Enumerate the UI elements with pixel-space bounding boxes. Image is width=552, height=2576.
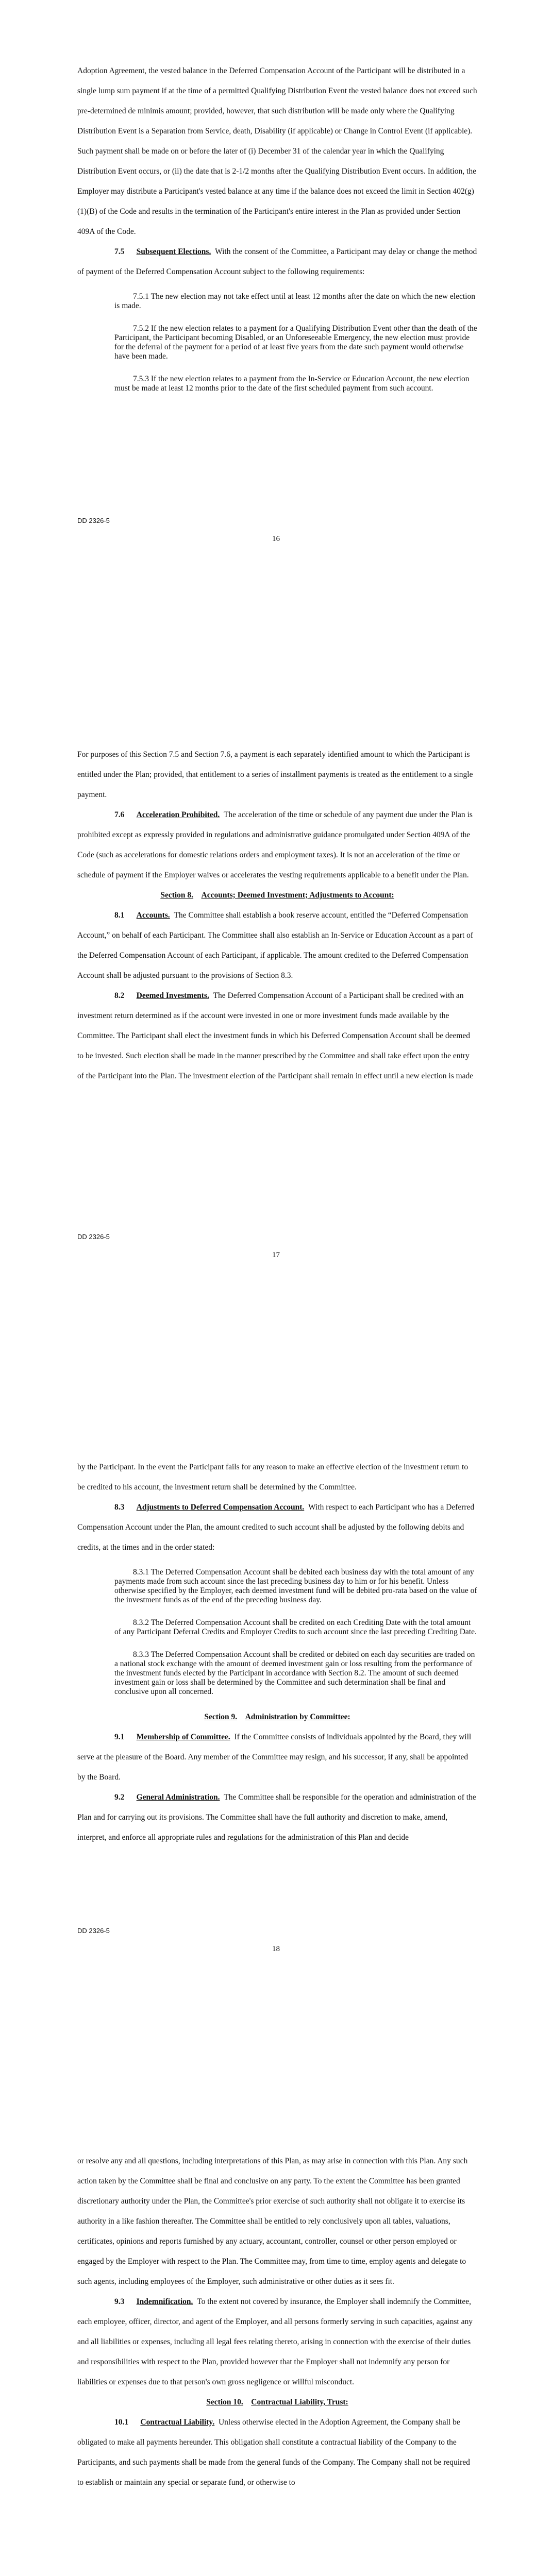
section-number: Section 9. [204,1713,238,1721]
section-number: 7.5 [114,247,125,256]
section-10-heading [77,2392,477,2412]
section-8-1 [77,905,477,986]
paragraph-7-5-continued: For purposes of this Section 7.5 and Section 7.6, a payment is each separately identified amount to which the Participant is entitled under the Plan; provided, that entitlement to a series of installment payments is treated as the entitlement to a single payment. [77,750,473,799]
footer-code: DD 2326-5 [77,1927,110,1935]
section-title: Administration by Committee: [245,1713,350,1721]
section-8-heading [77,885,477,905]
section-title: Acceleration Prohibited. [136,810,220,819]
page-body [77,1457,477,1848]
section-title: Membership of Committee. [136,1733,230,1741]
subsection-7-5-2: 7.5.2 If the new election relates to a payment for a Qualifying Distribution Event other than the death of the Participant, the Participant becoming Disabled, or an Unforeseeable Emergency, the new election must provide for the deferral of the payment for a period of at least five years from the date such payment would otherwise have been made. [114,324,477,361]
section-title: Accounts; Deemed Investment; Adjustments to Account: [201,891,394,900]
section-9-3 [77,2292,477,2392]
page-body [77,744,477,1086]
section-title: Contractual Liability, Trust: [251,2398,348,2406]
section-8-3 [77,1497,477,1557]
page-body [77,61,477,393]
section-title: General Administration. [136,1793,220,1802]
paragraph-7-4-continued: Adoption Agreement, the vested balance in the Deferred Compensation Account of the Participant will be distributed in a single lump sum payment if at the time of a permitted Qualifying Distribution Event the vested balance does not exceed such pre-determined de minimis amount; provided, however, that such distribution will be made only where the Qualifying Distribution Event is a Separation from Service, death, Disability (if applicable) or Change in Control Event (if applicable). Such payment shall be made on or before the later of (i) December 31 of the calendar year in which the Qualifying Distribution Event occurs, or (ii) the date that is 2-1/2 months after the Qualifying Distribution Event occurs. In addition, the Employer may distribute a Participant's vested balance at any time if the balance does not exceed the limit in Section 402(g)(1)(B) of the Code and results in the termination of the Participant's entire interest in the Plan as provided under Section 409A of the Code. [77,66,477,236]
section-number: 10.1 [114,2418,129,2427]
page-number: 17 [272,1251,280,1259]
section-title: Contractual Liability. [140,2418,215,2427]
section-number: 9.1 [114,1733,125,1741]
document-page-19 [0,2110,552,2576]
document-page-17 [0,703,552,1406]
paragraph-9-2-continued: or resolve any and all questions, including interpretations of this Plan, as may arise in connection with this Plan. Any such action taken by the Committee shall be final and conclusive on any party. To the extent the Committee has been granted discretionary authority under the Plan, the Committee's prior exercise of such authority shall not obligate it to exercise its authority in a like fashion thereafter. The Committee shall be entitled to rely conclusively upon all tables, valuations, certificates, opinions and reports furnished by any actuary, accountant, controller, counsel or other person employed or engaged by the Employer with respect to the Plan. The Committee may, from time to time, employ agents and delegate to such agents, including employees of the Employer, such administrative or other duties as it sees fit. [77,2157,468,2286]
section-title: Deemed Investments. [136,991,209,1000]
section-text: The Deferred Compensation Account of a Participant shall be credited with an investment return determined as if the account were invested in one or more investment funds made available by the Committee. The Participant shall elect the investment funds in which his Deferred Compensation Account shall be deemed to be invested. Such election shall be made in the manner prescribed by the Committee and shall take effect upon the entry of the Participant into the Plan. The investment election of the Participant shall remain in effect until a new election is made [77,991,474,1080]
section-title: Adjustments to Deferred Compensation Account. [136,1503,305,1512]
section-9-heading [77,1707,477,1727]
subsection-7-5-1: 7.5.1 The new election may not take effect until at least 12 months after the date on which the new election is made. [114,292,475,310]
section-number: 7.6 [114,810,125,819]
section-number: 8.2 [114,991,125,1000]
document-page-16 [0,0,552,703]
section-9-2 [77,1787,477,1848]
section-text: To the extent not covered by insurance, the Employer shall indemnify the Committee, each employee, officer, director, and agent of the Employer, and all persons formerly serving in such capacities, against any and all liabilities or expenses, including all legal fees relating thereto, arising in connection with the exercise of their duties and responsibilities with respect to the Plan, provided however that the Employer shall not indemnify any person for liabilities or expenses due to that person's own gross negligence or willful misconduct. [77,2297,473,2386]
footer-code: DD 2326-5 [77,517,110,524]
section-8-2 [77,986,477,1086]
section-7-6 [77,805,477,885]
section-title: Subsequent Elections. [136,247,211,256]
page-number: 16 [272,535,280,543]
section-number: 8.3 [114,1503,125,1512]
footer-code: DD 2326-5 [77,1233,110,1241]
section-text: The Committee shall establish a book reserve account, entitled the “Deferred Compensation Account,” on behalf of each Participant. The Committee shall also establish an In-Service or Education Account as a part of the Deferred Compensation Account of each Participant, if applicable. The amount credited to the Deferred Compensation Account shall be adjusted pursuant to the provisions of Section 8.3. [77,911,474,980]
section-7-5 [77,242,477,282]
section-text: With the consent of the Committee, a Participant may delay or change the method of payment of the Deferred Compensation Account subject to the following requirements: [77,247,477,276]
document-page-18 [0,1406,552,2110]
subsection-8-3-3: 8.3.3 The Deferred Compensation Account shall be credited or debited on each day securities are traded on a national stock exchange with the amount of deemed investment gain or loss resulting from the performance of the investment funds elected by the Participant in accordance with Section 8.2. The amount of such deemed investment gain or loss shall be determined by the Committee and such determination shall be final and conclusive upon all concerned. [114,1650,475,1696]
subsection-8-3-2: 8.3.2 The Deferred Compensation Account shall be credited on each Crediting Date with the total amount of any Participant Deferral Credits and Employer Credits to such account since the last preceding Crediting Date. [114,1618,477,1636]
section-10-1 [77,2412,477,2493]
page-body [77,2151,477,2493]
section-text: The Committee shall be responsible for the operation and administration of the Plan and for carrying out its provisions. The Committee shall have the full authority and discretion to make, amend, interpret, and enforce all appropriate rules and regulations for the administration of this Plan and decide [77,1793,476,1842]
subsection-7-5-3: 7.5.3 If the new election relates to a payment from the In-Service or Education Account, the new election must be made at least 12 months prior to the date of the first scheduled payment from such account. [114,375,470,393]
section-title: Indemnification. [136,2297,193,2306]
paragraph-8-2-continued: by the Participant. In the event the Participant fails for any reason to make an effective election of the investment return to be credited to his account, the investment return shall be determined by the Committee. [77,1463,469,1492]
section-number: 9.3 [114,2297,125,2306]
section-text: With respect to each Participant who has a Deferred Compensation Account under the Plan, the amount credited to such account shall be adjusted by the following debits and credits, at the times and in the order stated: [77,1503,475,1552]
section-number: 8.1 [114,911,125,920]
page-number: 18 [272,1945,280,1953]
section-text: Unless otherwise elected in the Adoption Agreement, the Company shall be obligated to make all payments hereunder. This obligation shall constitute a contractual liability of the Company to the Participants, and such payments shall be made from the general funds of the Company. The Company shall not be required to establish or maintain any special or separate fund, or otherwise to [77,2418,470,2487]
section-9-1 [77,1727,477,1787]
section-number: Section 8. [160,891,194,900]
subsection-8-3-1: 8.3.1 The Deferred Compensation Account shall be debited each business day with the total amount of any payments made from such account since the last preceding business day to him or for his benefit. Unless otherwise specified by the Employer, each deemed investment fund will be debited pro-rata based on the value of the investment funds as of the end of the preceding business day. [114,1568,477,1604]
section-number: Section 10. [206,2398,243,2406]
section-text: If the Committee consists of individuals appointed by the Board, they will serve at the pleasure of the Board. Any member of the Committee may resign, and his successor, if any, shall be appointed by the Board. [77,1733,472,1782]
section-title: Accounts. [136,911,170,920]
section-number: 9.2 [114,1793,125,1802]
section-text: The acceleration of the time or schedule of any payment due under the Plan is prohibited except as expressly provided in regulations and administrative guidance promulgated under Section 409A of the Code (such as accelerations for domestic relations orders and employment taxes). It is not an acceleration of the time or schedule of payment if the Employer waives or accelerates the vesting requirements applicable to a benefit under the Plan. [77,810,473,879]
